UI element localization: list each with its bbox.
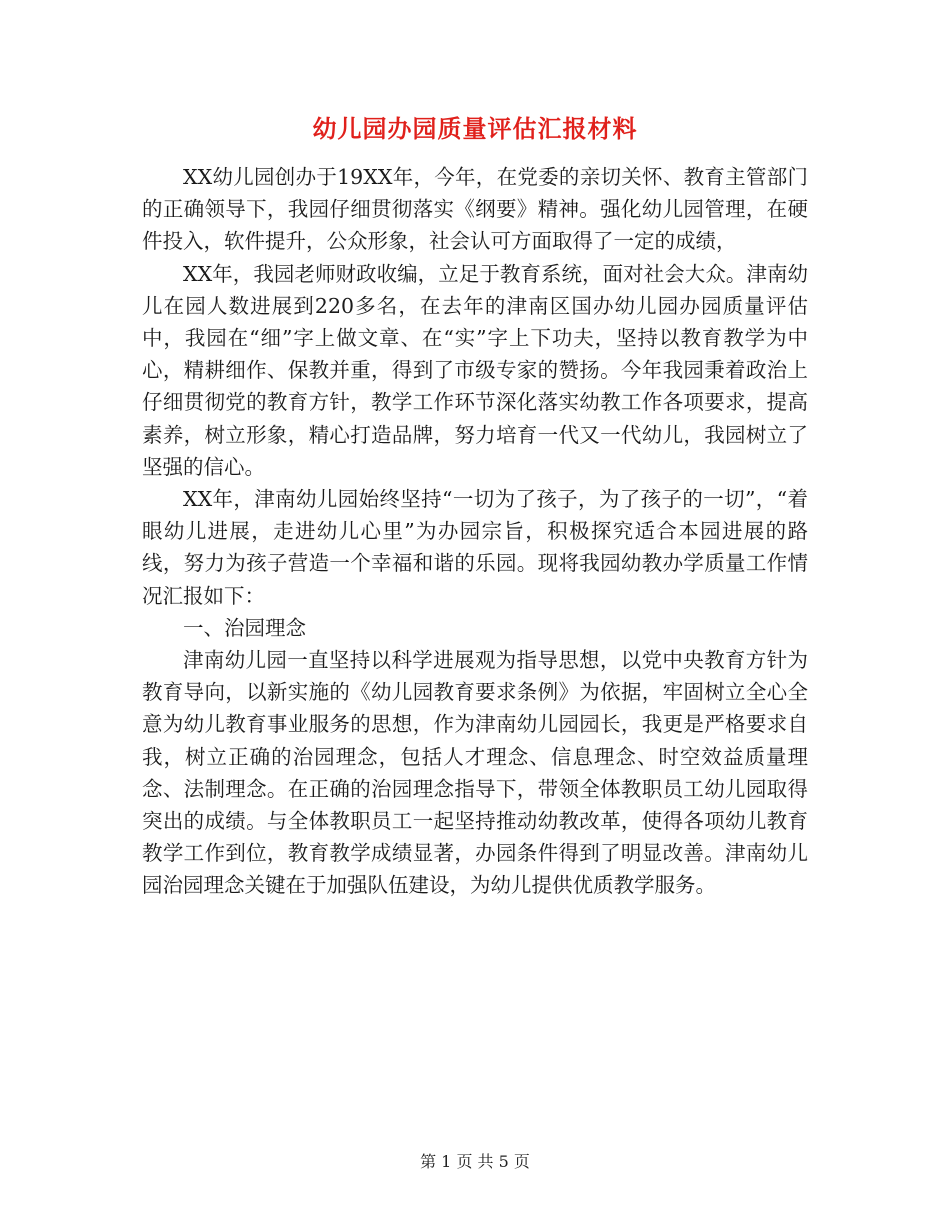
paragraph-philosophy: 津南幼儿园一直坚持以科学进展观为指导思想，以党中央教育方针为教育导向，以新实施的《幼儿园教育要求条例》为依据，牢固树立全心全意为幼儿教育事业服务的思想，作为津南幼儿园园长，我更是严格要求自我，树立正确的治园理念，包括人才理念、信息理念、时空效益质量理念、法制理念。在正确的治园理念指导下，带领全体教职员工幼儿园取得突出的成绩。与全体教职员工一起坚持推动幼教改革，使得各项幼儿教育教学工作到位，教育教学成绩显著，办园条件得到了明显改善。津南幼儿园治园理念关键在于加强队伍建设，为幼儿提供优质教学服务。 xyxy=(142,648,808,898)
page-footer xyxy=(0,1151,950,1173)
paragraph-progress: XX年，我园老师财政收编，立足于教育系统，面对社会大众。津南幼儿在园人数进展到220多名，在去年的津南区国办幼儿园办园质量评估中，我园在“细”字上做文章、在“实”字上下功夫，坚持以教育教学为中心，精耕细作、保教并重，得到了市级专家的赞扬。今年我园秉着政治上仔细贯彻党的教育方针，教学工作环节深化落实幼教工作各项要求，提高素养，树立形象，精心打造品牌，努力培育一代又一代幼儿，我园树立了坚强的信心。 xyxy=(142,261,808,479)
paragraph-purpose: XX年，津南幼儿园始终坚持“一切为了孩子，为了孩子的一切”，“着眼幼儿进展，走进幼儿心里”为办园宗旨，积极探究适合本园进展的路线，努力为孩子营造一个幸福和谐的乐园。现将我园幼教办学质量工作情况汇报如下： xyxy=(142,487,808,608)
document-body xyxy=(142,161,808,902)
paragraph-intro: XX幼儿园创办于19XX年，今年，在党委的亲切关怀、教育主管部门的正确领导下，我园仔细贯彻落实《纲要》精神。强化幼儿园管理，在硬件投入，软件提升，公众形象，社会认可方面取得了一定的成绩， xyxy=(142,165,808,254)
section-heading: 一、治园理念 xyxy=(183,615,306,640)
page-number: 第 1 页 共 5 页 xyxy=(420,1152,530,1171)
document-title: 幼儿园办园质量评估汇报材料 xyxy=(312,114,638,143)
